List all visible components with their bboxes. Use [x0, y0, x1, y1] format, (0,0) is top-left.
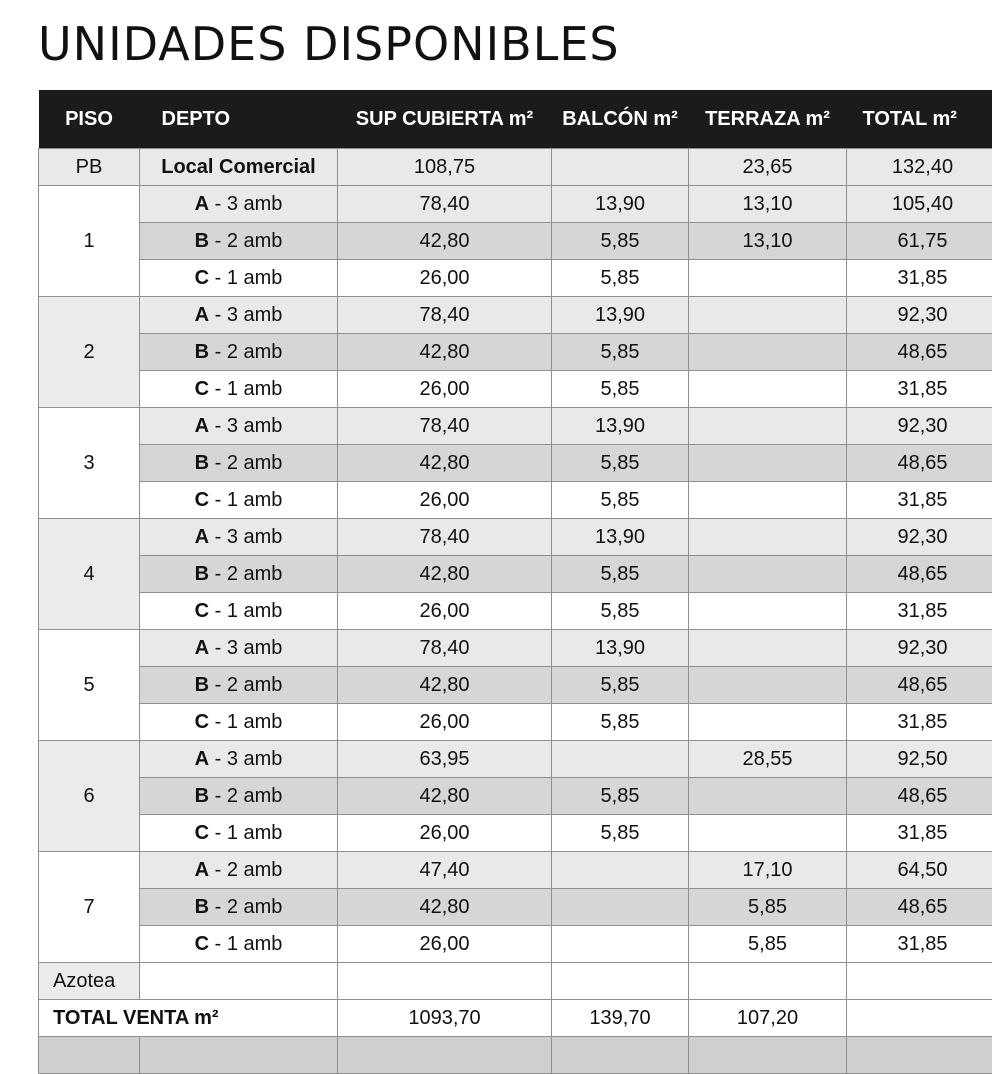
header-depto: DEPTO: [140, 90, 338, 149]
table-row: [39, 297, 992, 334]
depto-desc: - 1 amb: [209, 822, 282, 844]
table-row: [39, 371, 992, 408]
total-cell: 92,30: [847, 408, 992, 445]
table-row: [39, 926, 992, 963]
sup-cell: 78,40: [338, 297, 552, 334]
depto-desc: - 1 amb: [209, 378, 282, 400]
depto-cell: [140, 186, 338, 223]
depto-desc: - 3 amb: [209, 526, 282, 548]
terraza-cell: [689, 408, 847, 445]
table-row: [39, 815, 992, 852]
terraza-cell: [689, 482, 847, 519]
terraza-cell: [689, 815, 847, 852]
table-row-totals: [39, 1000, 992, 1037]
terraza-cell: 23,65: [689, 149, 847, 186]
balcon-cell: 5,85: [552, 704, 689, 741]
sup-cell: 42,80: [338, 334, 552, 371]
terraza-cell: [689, 556, 847, 593]
depto-desc: - 2 amb: [209, 785, 282, 807]
sup-cell: 42,80: [338, 223, 552, 260]
balcon-cell: 13,90: [552, 630, 689, 667]
sup-cell: 108,75: [338, 149, 552, 186]
depto-cell: [140, 223, 338, 260]
depto-cell: [140, 852, 338, 889]
table-row: [39, 334, 992, 371]
sup-cell: 26,00: [338, 926, 552, 963]
balcon-cell: [552, 741, 689, 778]
total-cell: 64,50: [847, 852, 992, 889]
depto-desc: - 1 amb: [209, 600, 282, 622]
depto-desc: - 3 amb: [209, 415, 282, 437]
table-row: [39, 445, 992, 482]
trailing-cell: [39, 1037, 140, 1074]
depto-cell: [140, 334, 338, 371]
depto-desc: - 2 amb: [209, 674, 282, 696]
piso-cell: 6: [39, 741, 140, 852]
depto-desc: - 2 amb: [209, 563, 282, 585]
sup-cell: 26,00: [338, 704, 552, 741]
sup-cell: 42,80: [338, 889, 552, 926]
depto-letter: B: [195, 674, 209, 696]
total-cell: 31,85: [847, 371, 992, 408]
total-cell: 31,85: [847, 815, 992, 852]
sup-cell: 42,80: [338, 667, 552, 704]
table-header: [39, 90, 992, 149]
table-row-pb: [39, 149, 992, 186]
header-total: TOTAL m²: [847, 90, 992, 149]
total-cell: 31,85: [847, 704, 992, 741]
piso-cell: 7: [39, 852, 140, 963]
depto-letter: A: [195, 637, 209, 659]
depto-letter: B: [195, 785, 209, 807]
depto-cell: [140, 593, 338, 630]
depto-desc: - 2 amb: [209, 452, 282, 474]
totals-label: TOTAL VENTA m²: [39, 1000, 338, 1037]
piso-cell: 4: [39, 519, 140, 630]
terraza-cell: [689, 593, 847, 630]
sup-cell: 26,00: [338, 482, 552, 519]
depto-letter: B: [195, 341, 209, 363]
terraza-cell: 5,85: [689, 926, 847, 963]
piso-cell: PB: [39, 149, 140, 186]
balcon-cell: [552, 149, 689, 186]
depto-cell: [140, 963, 338, 1000]
balcon-cell: 5,85: [552, 334, 689, 371]
table-footer: [39, 963, 992, 1074]
depto-letter: B: [195, 452, 209, 474]
depto-letter: A: [195, 526, 209, 548]
terraza-cell: 5,85: [689, 889, 847, 926]
sup-cell: 42,80: [338, 556, 552, 593]
table-row: [39, 593, 992, 630]
balcon-cell: 5,85: [552, 667, 689, 704]
balcon-cell: 5,85: [552, 815, 689, 852]
table-row: [39, 704, 992, 741]
balcon-cell: 13,90: [552, 297, 689, 334]
total-cell: 92,30: [847, 297, 992, 334]
table-row: [39, 667, 992, 704]
terraza-cell: [689, 667, 847, 704]
sup-cell: 47,40: [338, 852, 552, 889]
balcon-cell: 13,90: [552, 519, 689, 556]
depto-desc: - 3 amb: [209, 304, 282, 326]
depto-cell: [140, 926, 338, 963]
balcon-cell: 5,85: [552, 778, 689, 815]
depto-desc: - 3 amb: [209, 637, 282, 659]
terraza-cell: [689, 297, 847, 334]
header-terraza: TERRAZA m²: [689, 90, 847, 149]
depto-desc: - 2 amb: [209, 341, 282, 363]
depto-letter: A: [195, 748, 209, 770]
total-cell: 48,65: [847, 556, 992, 593]
trailing-cell: [552, 1037, 689, 1074]
totals-balcon: 139,70: [552, 1000, 689, 1037]
depto-cell: [140, 482, 338, 519]
depto-cell: [140, 408, 338, 445]
totals-sup: 1093,70: [338, 1000, 552, 1037]
piso-cell: 2: [39, 297, 140, 408]
total-cell: 132,40: [847, 149, 992, 186]
terraza-cell: 13,10: [689, 223, 847, 260]
balcon-cell: [552, 889, 689, 926]
terraza-cell: [689, 704, 847, 741]
units-table: [38, 90, 992, 1074]
sup-cell: 78,40: [338, 408, 552, 445]
depto-letter: C: [195, 711, 209, 733]
table-row: [39, 556, 992, 593]
depto-letter: B: [195, 896, 209, 918]
depto-cell: [140, 704, 338, 741]
balcon-cell: [552, 963, 689, 1000]
sup-cell: 42,80: [338, 778, 552, 815]
balcon-cell: 5,85: [552, 445, 689, 482]
balcon-cell: 5,85: [552, 482, 689, 519]
piso-cell: 1: [39, 186, 140, 297]
trailing-cell: [689, 1037, 847, 1074]
terraza-cell: 28,55: [689, 741, 847, 778]
table-row: [39, 408, 992, 445]
table-row: [39, 778, 992, 815]
depto-letter: A: [195, 415, 209, 437]
balcon-cell: 5,85: [552, 223, 689, 260]
depto-letter: C: [195, 933, 209, 955]
sup-cell: 78,40: [338, 186, 552, 223]
terraza-cell: [689, 445, 847, 482]
depto-desc: - 2 amb: [209, 896, 282, 918]
depto-desc: - 1 amb: [209, 489, 282, 511]
table-body: [39, 149, 992, 963]
piso-cell: 5: [39, 630, 140, 741]
total-cell: 48,65: [847, 667, 992, 704]
depto-letter: A: [195, 859, 209, 881]
depto-cell: [140, 778, 338, 815]
sup-cell: 63,95: [338, 741, 552, 778]
depto-cell: [140, 445, 338, 482]
total-cell: 92,30: [847, 630, 992, 667]
total-cell: 31,85: [847, 926, 992, 963]
header-balcon: BALCÓN m²: [552, 90, 689, 149]
total-cell: 92,30: [847, 519, 992, 556]
table-row-azotea: [39, 963, 992, 1000]
page-title: UNIDADES DISPONIBLES: [38, 12, 620, 76]
depto-cell: [140, 297, 338, 334]
depto-letter: C: [195, 822, 209, 844]
depto-cell: [140, 630, 338, 667]
table-row: [39, 630, 992, 667]
sup-cell: 26,00: [338, 260, 552, 297]
depto-letter: B: [195, 563, 209, 585]
total-cell: 31,85: [847, 260, 992, 297]
totals-total: [847, 1000, 992, 1037]
sup-cell: [338, 963, 552, 1000]
total-cell: 92,50: [847, 741, 992, 778]
depto-cell: [140, 741, 338, 778]
depto-letter: C: [195, 378, 209, 400]
depto-letter: C: [195, 600, 209, 622]
terraza-cell: [689, 778, 847, 815]
total-cell: 31,85: [847, 593, 992, 630]
sup-cell: 42,80: [338, 445, 552, 482]
balcon-cell: 5,85: [552, 371, 689, 408]
balcon-cell: 5,85: [552, 260, 689, 297]
sup-cell: 26,00: [338, 371, 552, 408]
depto-cell: [140, 556, 338, 593]
piso-cell: Azotea: [39, 963, 140, 1000]
terraza-cell: [689, 519, 847, 556]
sup-cell: 78,40: [338, 630, 552, 667]
header-piso: PISO: [39, 90, 140, 149]
sup-cell: 26,00: [338, 815, 552, 852]
total-cell: 48,65: [847, 334, 992, 371]
depto-cell: [140, 519, 338, 556]
depto-cell: [140, 371, 338, 408]
terraza-cell: 17,10: [689, 852, 847, 889]
sup-cell: 26,00: [338, 593, 552, 630]
depto-desc: - 2 amb: [209, 859, 282, 881]
depto-cell: [140, 889, 338, 926]
totals-terraza: 107,20: [689, 1000, 847, 1037]
total-cell: 48,65: [847, 445, 992, 482]
table-row: [39, 852, 992, 889]
depto-desc: - 3 amb: [209, 748, 282, 770]
trailing-cell: [338, 1037, 552, 1074]
piso-cell: 3: [39, 408, 140, 519]
depto-letter: C: [195, 267, 209, 289]
terraza-cell: [689, 963, 847, 1000]
balcon-cell: 5,85: [552, 556, 689, 593]
depto-letter: A: [195, 304, 209, 326]
terraza-cell: [689, 334, 847, 371]
depto-cell: [140, 815, 338, 852]
header-sup-cubierta: SUP CUBIERTA m²: [338, 90, 552, 149]
table-row: [39, 260, 992, 297]
table-row-trailing: [39, 1037, 992, 1074]
total-cell: [847, 963, 992, 1000]
depto-letter: A: [195, 193, 209, 215]
depto-letter: C: [195, 489, 209, 511]
balcon-cell: 5,85: [552, 593, 689, 630]
table-row: [39, 741, 992, 778]
depto-desc: - 3 amb: [209, 193, 282, 215]
balcon-cell: [552, 852, 689, 889]
terraza-cell: [689, 371, 847, 408]
trailing-cell: [140, 1037, 338, 1074]
depto-cell: [140, 260, 338, 297]
terraza-cell: 13,10: [689, 186, 847, 223]
depto-desc: - 2 amb: [209, 230, 282, 252]
balcon-cell: [552, 926, 689, 963]
total-cell: 48,65: [847, 778, 992, 815]
terraza-cell: [689, 630, 847, 667]
balcon-cell: 13,90: [552, 186, 689, 223]
depto-desc: - 1 amb: [209, 933, 282, 955]
table-row: [39, 223, 992, 260]
terraza-cell: [689, 260, 847, 297]
total-cell: 31,85: [847, 482, 992, 519]
depto-letter: B: [195, 230, 209, 252]
depto-desc: - 1 amb: [209, 711, 282, 733]
total-cell: 105,40: [847, 186, 992, 223]
sup-cell: 78,40: [338, 519, 552, 556]
table-row: [39, 889, 992, 926]
trailing-cell: [847, 1037, 992, 1074]
depto-desc: - 1 amb: [209, 267, 282, 289]
total-cell: 48,65: [847, 889, 992, 926]
table-row: [39, 519, 992, 556]
total-cell: 61,75: [847, 223, 992, 260]
depto-cell: Local Comercial: [140, 149, 338, 186]
table-row: [39, 482, 992, 519]
header-row: [39, 90, 992, 149]
balcon-cell: 13,90: [552, 408, 689, 445]
table-row: [39, 186, 992, 223]
depto-cell: [140, 667, 338, 704]
